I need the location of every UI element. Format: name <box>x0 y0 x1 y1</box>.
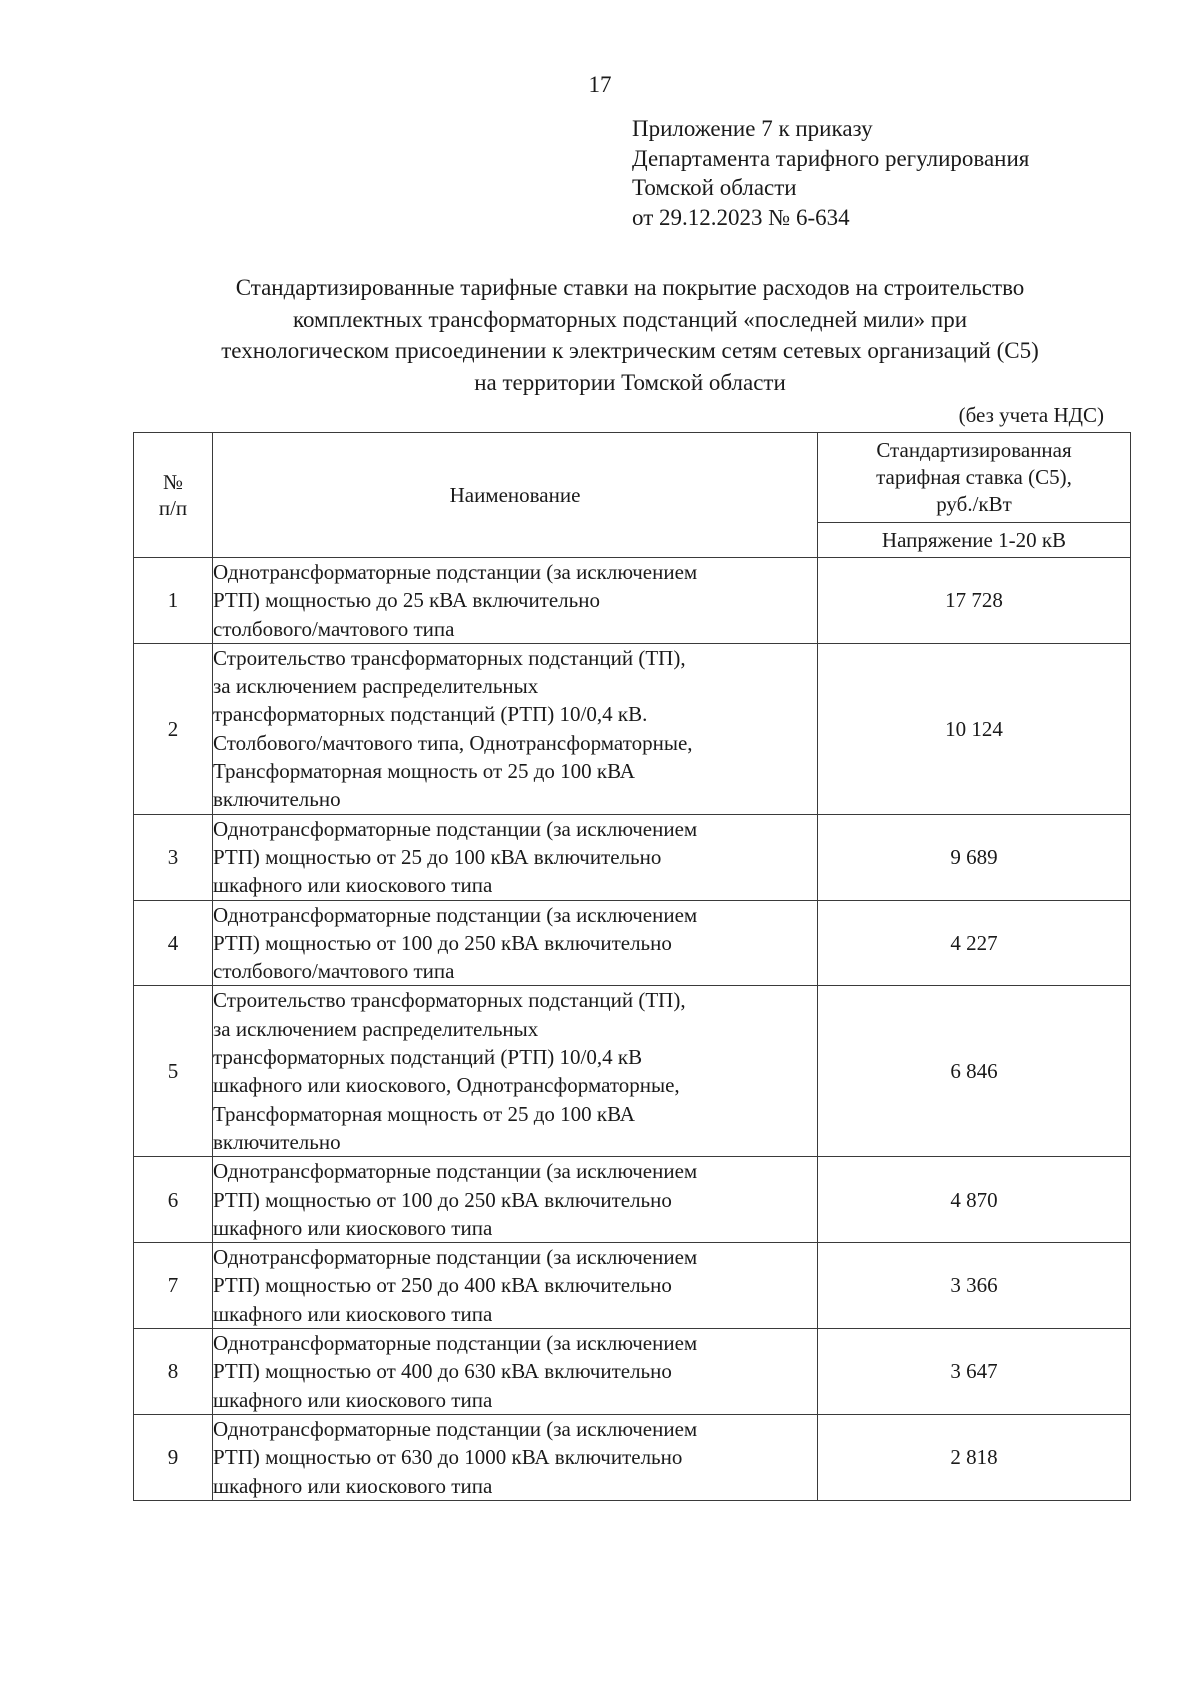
row-name-line: РТП) мощностью до 25 кВА включительно <box>213 588 600 613</box>
row-name-line: РТП) мощностью от 250 до 400 кВА включительно <box>213 1273 672 1298</box>
row-name <box>213 558 818 644</box>
row-name-line: РТП) мощностью от 400 до 630 кВА включительно <box>213 1359 672 1384</box>
row-rate: 4 227 <box>818 900 1131 986</box>
row-number: 6 <box>134 1157 213 1243</box>
table-row <box>134 1243 1131 1329</box>
row-name-line: шкафного или киоскового типа <box>213 1387 493 1412</box>
row-name-line: включительно <box>213 1129 341 1154</box>
appendix-line: Департамента тарифного регулирования <box>632 145 1030 171</box>
title-line: технологическом присоединении к электрическим сетям сетевых организаций (С5) <box>221 338 1039 363</box>
row-name-line: Строительство трансформаторных подстанций (ТП), <box>213 988 686 1013</box>
table-row <box>134 1329 1131 1415</box>
row-name-line: шкафного или киоскового типа <box>213 1473 493 1498</box>
header-number-symbol: № <box>162 470 184 494</box>
row-name <box>213 1157 818 1243</box>
row-number: 9 <box>134 1414 213 1500</box>
row-rate: 4 870 <box>818 1157 1131 1243</box>
tariff-table <box>133 432 1131 1501</box>
row-name-line: Однотрансформаторные подстанции (за исключением <box>213 902 698 927</box>
header-rate-line: Стандартизированная <box>876 438 1072 462</box>
header-rate-line: тарифная ставка (С5), <box>876 465 1072 489</box>
row-name-line: РТП) мощностью от 630 до 1000 кВА включительно <box>213 1445 683 1470</box>
table-row <box>134 986 1131 1157</box>
row-name-line: Строительство трансформаторных подстанций (ТП), <box>213 645 686 670</box>
appendix-reference <box>632 114 1029 232</box>
title-line: на территории Томской области <box>474 369 786 395</box>
table-row <box>134 643 1131 814</box>
row-name-line: Трансформаторная мощность от 25 до 100 кВА <box>213 1101 635 1126</box>
row-name <box>213 1414 818 1500</box>
row-name <box>213 1329 818 1415</box>
vat-note: (без учета НДС) <box>958 403 1104 427</box>
table-row <box>134 900 1131 986</box>
appendix-line: от 29.12.2023 № 6-634 <box>632 204 850 230</box>
row-name-line: Трансформаторная мощность от 25 до 100 кВА <box>213 759 635 784</box>
row-name-line: столбового/мачтового типа <box>213 616 455 641</box>
row-name-line: трансформаторных подстанций (РТП) 10/0,4 кВ <box>213 1045 643 1070</box>
document-title <box>120 272 1140 398</box>
row-number: 8 <box>134 1329 213 1415</box>
page-number: 17 <box>588 72 612 97</box>
table-row <box>134 1414 1131 1500</box>
row-name-line: шкафного или киоскового типа <box>213 1301 493 1326</box>
header-number <box>134 433 213 558</box>
row-name-line: шкафного или киоскового, Однотрансформаторные, <box>213 1073 680 1098</box>
row-name <box>213 814 818 900</box>
table-row <box>134 814 1131 900</box>
row-rate: 3 647 <box>818 1329 1131 1415</box>
table-row <box>134 1157 1131 1243</box>
row-rate: 9 689 <box>818 814 1131 900</box>
table-row <box>134 558 1131 644</box>
row-name-line: РТП) мощностью от 25 до 100 кВА включительно <box>213 844 662 869</box>
row-name <box>213 986 818 1157</box>
row-number: 1 <box>134 558 213 644</box>
row-rate: 3 366 <box>818 1243 1131 1329</box>
row-name <box>213 1243 818 1329</box>
row-number: 4 <box>134 900 213 986</box>
header-voltage: Напряжение 1-20 кВ <box>818 523 1131 558</box>
title-line: комплектных трансформаторных подстанций «последней мили» при <box>292 306 968 332</box>
row-name-line: за исключением распределительных <box>213 674 539 699</box>
row-rate: 10 124 <box>818 643 1131 814</box>
row-name <box>213 900 818 986</box>
row-rate: 17 728 <box>818 558 1131 644</box>
header-number-label: п/п <box>158 496 188 520</box>
table-header <box>134 433 1131 558</box>
row-name-line: Однотрансформаторные подстанции (за исключением <box>213 1159 698 1184</box>
row-name-line: Однотрансформаторные подстанции (за исключением <box>213 1331 698 1356</box>
row-rate: 6 846 <box>818 986 1131 1157</box>
row-name-line: трансформаторных подстанций (РТП) 10/0,4 кВ. <box>213 702 648 727</box>
row-name-line: столбового/мачтового типа <box>213 959 455 984</box>
row-name-line: шкафного или киоскового типа <box>213 1215 493 1240</box>
row-name-line: РТП) мощностью от 100 до 250 кВА включительно <box>213 930 672 955</box>
row-name-line: Однотрансформаторные подстанции (за исключением <box>213 816 698 841</box>
row-number: 2 <box>134 643 213 814</box>
row-number: 7 <box>134 1243 213 1329</box>
header-rate-line: руб./кВт <box>936 492 1012 516</box>
row-number: 5 <box>134 986 213 1157</box>
row-name-line: Однотрансформаторные подстанции (за исключением <box>213 1245 698 1270</box>
row-name-line: шкафного или киоскового типа <box>213 873 493 898</box>
table-body <box>134 558 1131 1501</box>
row-name-line: Столбового/мачтового типа, Однотрансформаторные, <box>213 730 693 755</box>
row-name-line: за исключением распределительных <box>213 1016 539 1041</box>
row-name <box>213 643 818 814</box>
row-name-line: Однотрансформаторные подстанции (за исключением <box>213 1416 698 1441</box>
header-rate <box>818 433 1131 523</box>
appendix-line: Приложение 7 к приказу <box>632 116 873 141</box>
header-name: Наименование <box>213 433 818 558</box>
row-rate: 2 818 <box>818 1414 1131 1500</box>
title-line: Стандартизированные тарифные ставки на покрытие расходов на строительство <box>235 275 1025 300</box>
row-name-line: включительно <box>213 787 341 812</box>
row-number: 3 <box>134 814 213 900</box>
appendix-line: Томской области <box>632 175 797 200</box>
row-name-line: РТП) мощностью от 100 до 250 кВА включительно <box>213 1187 672 1212</box>
row-name-line: Однотрансформаторные подстанции (за исключением <box>213 560 698 584</box>
